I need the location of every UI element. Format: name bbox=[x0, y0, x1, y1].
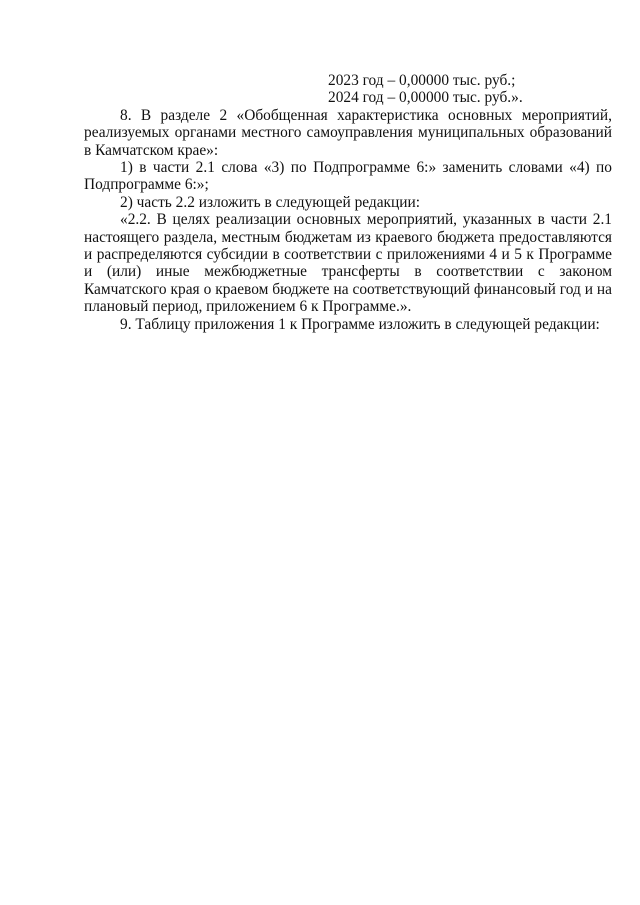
amount-line-2024: 2024 год – 0,00000 тыс. руб.». bbox=[328, 89, 523, 107]
amount-line-2023: 2023 год – 0,00000 тыс. руб.; bbox=[328, 72, 516, 89]
paragraph-item-9: 9. Таблицу приложения 1 к Программе изложить в следующей редакции: bbox=[120, 315, 600, 333]
paragraph-subitem-2: 2) часть 2.2 изложить в следующей редакции: bbox=[120, 193, 421, 211]
paragraph-item-8: 8. В разделе 2 «Обобщенная характеристика основных мероприятий, реализуемых органами местного самоуправления муниципальных образований в Камчатском крае»: bbox=[84, 106, 612, 159]
paragraph-subitem-1: 1) в части 2.1 слова «3) по Подпрограмме 6:» заменить словами «4) по Подпрограмме 6:»; bbox=[84, 159, 612, 194]
funding-amounts bbox=[84, 72, 612, 107]
document-body bbox=[84, 72, 612, 333]
paragraph-part-2-2: «2.2. В целях реализации основных мероприятий, указанных в части 2.1 настоящего раздела, местным бюджетам из краевого бюджета предоставляются и распределяются субсидии в соответствии с приложениями 4 и 5 к Программе и (или) иные межбюджетные трансферты в соответствии с законом Камчатского края о краевом бюджете на соответствующий финансовый год и на плановый период, приложением 6 к Программе.». bbox=[84, 211, 612, 316]
